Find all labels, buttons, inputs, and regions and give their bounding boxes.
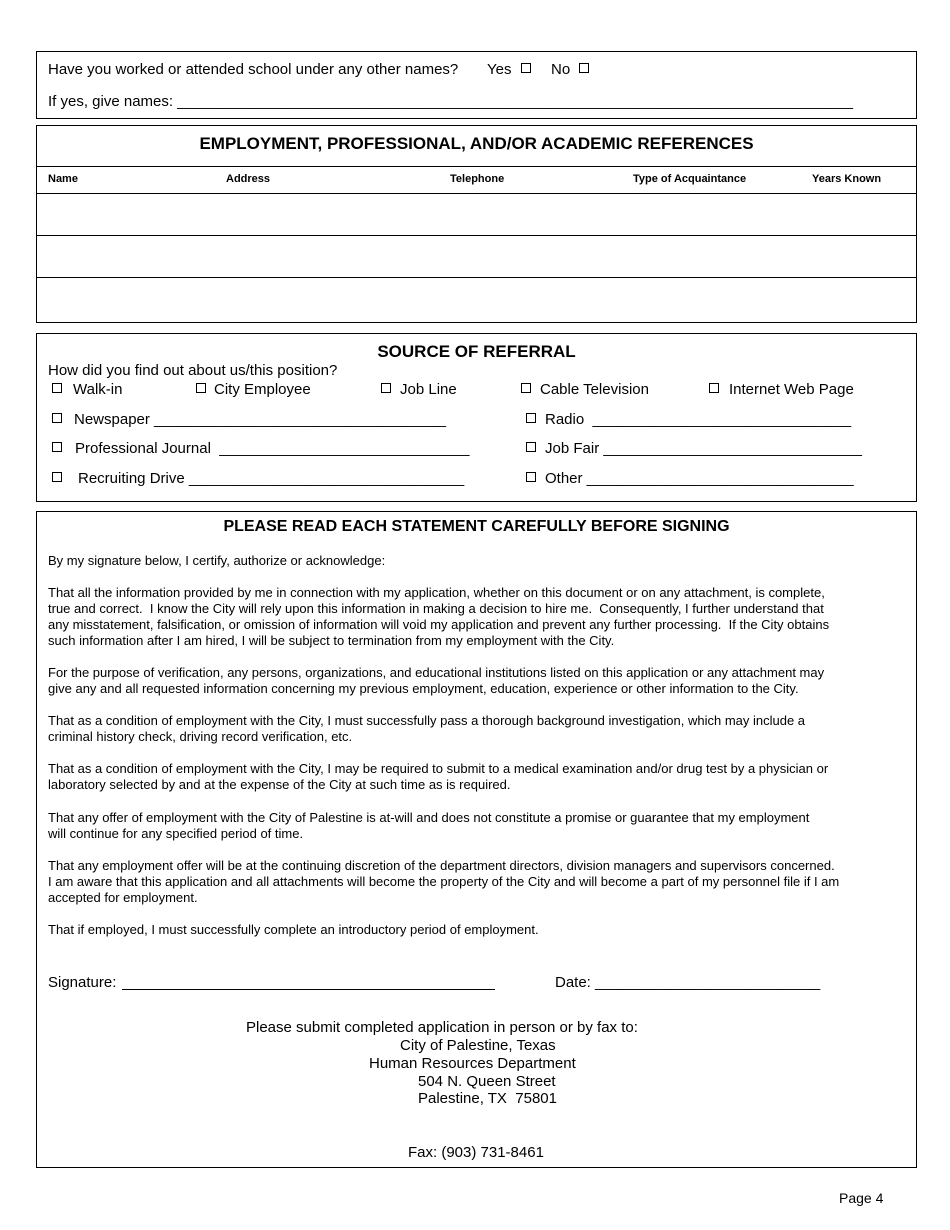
references-section (36, 125, 917, 323)
radio-checkbox[interactable] (526, 413, 536, 423)
fax-number: Fax: (903) 731-8461 (408, 1144, 544, 1161)
city-employee-checkbox[interactable] (196, 383, 206, 393)
street-address: 504 N. Queen Street (418, 1073, 556, 1090)
radio-field[interactable]: Radio _______________________________ (545, 411, 852, 428)
referral-question: How did you find out about us/this position? (48, 362, 338, 379)
other-field[interactable]: Other ________________________________ (545, 470, 854, 487)
signature-label: Signature: (48, 974, 121, 991)
newspaper-field[interactable]: Newspaper ___________________________________ (74, 411, 447, 428)
signature-line[interactable] (122, 989, 495, 990)
internet-web-page-label: Internet Web Page (729, 381, 854, 398)
professional-journal-checkbox[interactable] (52, 442, 62, 452)
column-header-address: Address (226, 173, 271, 185)
statements-intro: By my signature below, I certify, authorize or acknowledge: (48, 553, 386, 568)
statement-paragraph-7: That if employed, I must successfully complete an introductory period of employment. (48, 922, 539, 937)
yes-checkbox[interactable] (521, 63, 531, 73)
other-checkbox[interactable] (526, 472, 536, 482)
recruiting-drive-field[interactable]: Recruiting Drive _________________________________ (78, 470, 465, 487)
reference-row[interactable] (37, 194, 916, 235)
other-names-section (36, 51, 917, 119)
department-name: Human Resources Department (369, 1055, 576, 1072)
yes-label: Yes (487, 61, 512, 78)
job-line-label: Job Line (400, 381, 457, 398)
statement-paragraph-1: That all the information provided by me in connection with my application, whether on this document or on any attachment, is complete, true and correct. I know the City will rely upon this information in making a decision to hire me. Consequently, I further understand that any misstatement, falsification, or omission of information will void my application and prevent any further processing. If the City obtains such information after I am hired, I will be subject to termination from my employment with the City. (48, 585, 830, 648)
cable-television-checkbox[interactable] (521, 383, 531, 393)
job-line-checkbox[interactable] (381, 383, 391, 393)
column-header-name: Name (48, 173, 78, 185)
city-name: City of Palestine, Texas (400, 1037, 556, 1054)
no-label: No (551, 61, 571, 78)
statement-paragraph-6: That any employment offer will be at the continuing discretion of the department directors, division managers and supervisors concerned. I am aware that this application and all attachments will become the property of the City and will become a part of my personnel file if I am accepted for employment. (48, 858, 840, 905)
job-fair-checkbox[interactable] (526, 442, 536, 452)
reference-row[interactable] (37, 236, 916, 277)
column-header-years-known: Years Known (812, 173, 882, 185)
referral-section (36, 333, 917, 502)
page-number: Page 4 (839, 1190, 884, 1206)
statements-title: PLEASE READ EACH STATEMENT CAREFULLY BEFORE SIGNING (223, 518, 730, 535)
city-employee-label: City Employee (214, 381, 311, 398)
column-header-telephone: Telephone (450, 173, 505, 185)
date-field[interactable]: Date: ___________________________ (555, 974, 821, 991)
references-title: EMPLOYMENT, PROFESSIONAL, AND/OR ACADEMIC REFERENCES (199, 134, 754, 153)
walk-in-checkbox[interactable] (52, 383, 62, 393)
cable-television-label: Cable Television (540, 381, 649, 398)
give-names-field[interactable]: If yes, give names: _________________________________________________________________________________ (48, 93, 853, 110)
newspaper-checkbox[interactable] (52, 413, 62, 423)
professional-journal-field[interactable]: Professional Journal ______________________________ (75, 440, 470, 457)
recruiting-drive-checkbox[interactable] (52, 472, 62, 482)
statement-paragraph-3: That as a condition of employment with the City, I must successfully pass a thorough background investigation, which may include a criminal history check, driving record verification, etc. (48, 713, 806, 744)
walk-in-label: Walk-in (73, 381, 123, 398)
referral-title: SOURCE OF REFERRAL (377, 342, 576, 361)
internet-web-page-checkbox[interactable] (709, 383, 719, 393)
no-checkbox[interactable] (579, 63, 589, 73)
city-state-zip: Palestine, TX 75801 (418, 1090, 557, 1107)
statement-paragraph-5: That any offer of employment with the City of Palestine is at-will and does not constitute a promise or guarantee that my employment will continue for any specified period of time. (48, 810, 810, 841)
job-fair-field[interactable]: Job Fair _______________________________ (545, 440, 862, 457)
statement-paragraph-2: For the purpose of verification, any persons, organizations, and educational institutions listed on this application or any attachment may give any and all requested information concerning my previous employment, education, experience or other information to the City. (48, 665, 825, 696)
statement-paragraph-4: That as a condition of employment with the City, I may be required to submit to a medical examination and/or drug test by a physician or laboratory selected by and at the expense of the City at such time as is required. (48, 761, 829, 792)
column-header-acquaintance: Type of Acquaintance (633, 173, 747, 185)
submit-instructions: Please submit completed application in person or by fax to: (246, 1019, 638, 1036)
other-names-question: Have you worked or attended school under any other names? (48, 61, 459, 78)
reference-row[interactable] (37, 278, 916, 322)
divider (37, 166, 916, 167)
